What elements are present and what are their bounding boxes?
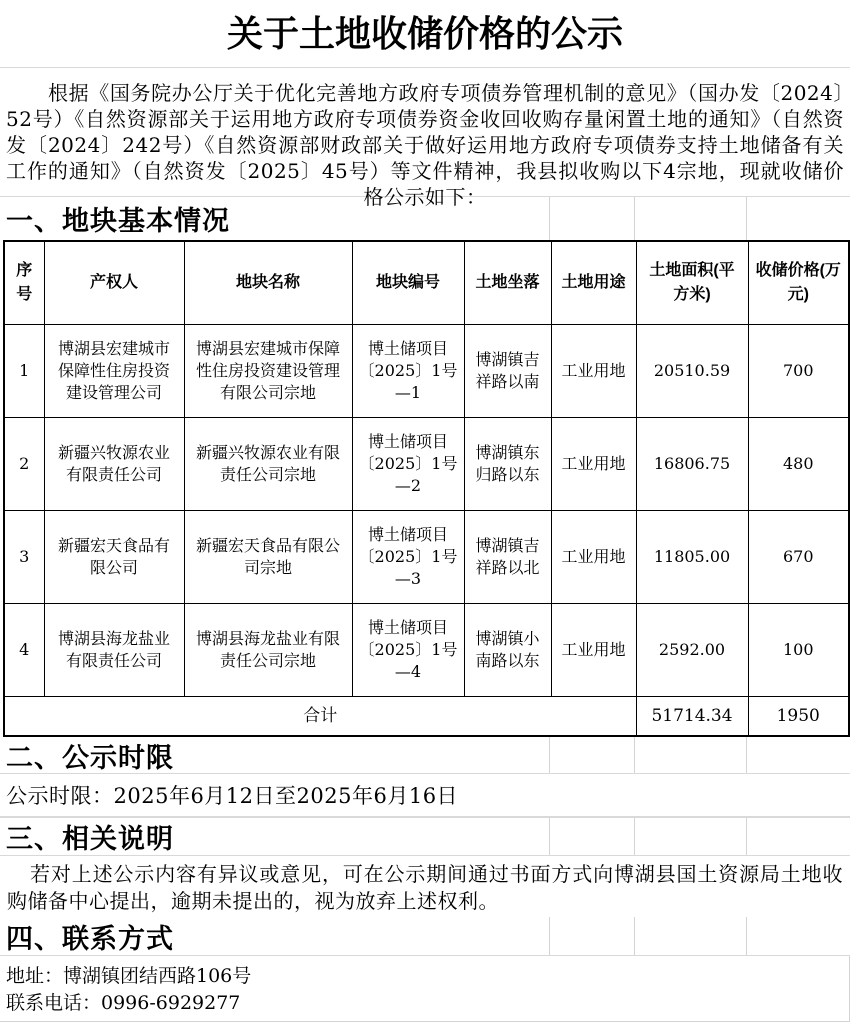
- cell-name: 博湖县宏建城市保障性住房投资建设管理有限公司宗地: [184, 324, 352, 417]
- page-title: 关于土地收储价格的公示: [0, 0, 850, 68]
- grid-line: [549, 818, 550, 855]
- section-heading-contact: [0, 917, 850, 956]
- total-area: 51714.34: [636, 696, 748, 736]
- grid-line: [746, 737, 747, 773]
- contact-address: 地址：博湖镇团结西路106号: [6, 965, 252, 987]
- cell-location: 博湖镇小南路以东: [464, 603, 551, 696]
- col-header-code: 地块编号: [352, 241, 464, 324]
- table-header-row: [4, 241, 849, 324]
- cell-price: 700: [748, 324, 849, 417]
- col-header-no: 序号: [4, 241, 44, 324]
- cell-no: 3: [4, 510, 44, 603]
- cell-area: 11805.00: [636, 510, 748, 603]
- col-header-area: 土地面积(平方米): [636, 241, 748, 324]
- col-header-name: 地块名称: [184, 241, 352, 324]
- cell-owner: 博湖县海龙盐业有限责任公司: [44, 603, 184, 696]
- related-notes-text: 若对上述公示内容有异议或意见，可在公示期间通过书面方式向博湖县国土资源局土地收购储备中心提出，逾期未提出的，视为放弃上述权利。: [7, 862, 843, 913]
- grid-line: [634, 818, 635, 855]
- cell-use: 工业用地: [551, 603, 636, 696]
- cell-price: 670: [748, 510, 849, 603]
- cell-area: 16806.75: [636, 417, 748, 510]
- section-heading-label: 二、公示时限: [6, 742, 174, 773]
- cell-area: 2592.00: [636, 603, 748, 696]
- col-header-owner: 产权人: [44, 241, 184, 324]
- contact-phone: 联系电话：0996-6929277: [6, 992, 241, 1014]
- land-parcel-table: [3, 240, 850, 737]
- cell-no: 4: [4, 603, 44, 696]
- total-price: 1950: [748, 696, 849, 736]
- cell-area: 20510.59: [636, 324, 748, 417]
- contact-info: [0, 956, 850, 1022]
- col-header-use: 土地用途: [551, 241, 636, 324]
- publicity-period-text: 公示时限：2025年6月12日至2025年6月16日: [0, 774, 850, 817]
- grid-line: [634, 737, 635, 773]
- grid-line: [549, 197, 550, 240]
- grid-line: [746, 197, 747, 240]
- cell-use: 工业用地: [551, 417, 636, 510]
- cell-no: 2: [4, 417, 44, 510]
- table-row: [4, 603, 849, 696]
- grid-line: [634, 917, 635, 955]
- cell-code: 博土储项目〔2025〕1号—1: [352, 324, 464, 417]
- cell-owner: 博湖县宏建城市保障性住房投资建设管理公司: [44, 324, 184, 417]
- cell-price: 480: [748, 417, 849, 510]
- grid-line: [746, 917, 747, 955]
- total-label: 合计: [4, 696, 636, 736]
- section-heading-related-notes: [0, 817, 850, 856]
- section-heading-basic-info: [0, 197, 850, 240]
- grid-line: [634, 197, 635, 240]
- table-row: [4, 324, 849, 417]
- cell-name: 新疆宏天食品有限公司宗地: [184, 510, 352, 603]
- cell-name: 新疆兴牧源农业有限责任公司宗地: [184, 417, 352, 510]
- table-row: [4, 417, 849, 510]
- section-heading-label: 三、相关说明: [6, 824, 174, 854]
- cell-code: 博土储项目〔2025〕1号—2: [352, 417, 464, 510]
- cell-name: 博湖县海龙盐业有限责任公司宗地: [184, 603, 352, 696]
- cell-location: 博湖镇吉祥路以北: [464, 510, 551, 603]
- cell-code: 博土储项目〔2025〕1号—3: [352, 510, 464, 603]
- cell-owner: 新疆宏天食品有限公司: [44, 510, 184, 603]
- col-header-location: 土地坐落: [464, 241, 551, 324]
- grid-line: [549, 917, 550, 955]
- cell-price: 100: [748, 603, 849, 696]
- intro-paragraph: 根据《国务院办公厅关于优化完善地方政府专项债券管理机制的意见》（国办发〔2024〕52号）《自然资源部关于运用地方政府专项债券资金收回收购存量闲置土地的通知》（自然资发〔2024〕242号）《自然资源部财政部关于做好运用地方政府专项债券支持土地储备有关工作的通知》（自然资发〔2025〕45号）等文件精神，我县拟收购以下4宗地，现就收储价格公示如下：: [0, 68, 850, 197]
- section-heading-publicity-period: [0, 737, 850, 774]
- grid-line: [549, 737, 550, 773]
- section-heading-label: 一、地块基本情况: [6, 206, 230, 236]
- cell-location: 博湖镇东归路以东: [464, 417, 551, 510]
- cell-use: 工业用地: [551, 510, 636, 603]
- table-total-row: [4, 696, 849, 736]
- grid-line: [746, 818, 747, 855]
- cell-no: 1: [4, 324, 44, 417]
- cell-location: 博湖镇吉祥路以南: [464, 324, 551, 417]
- cell-use: 工业用地: [551, 324, 636, 417]
- table-row: [4, 510, 849, 603]
- cell-code: 博土储项目〔2025〕1号—4: [352, 603, 464, 696]
- cell-owner: 新疆兴牧源农业有限责任公司: [44, 417, 184, 510]
- col-header-price: 收储价格(万元): [748, 241, 849, 324]
- section-heading-label: 四、联系方式: [6, 923, 174, 954]
